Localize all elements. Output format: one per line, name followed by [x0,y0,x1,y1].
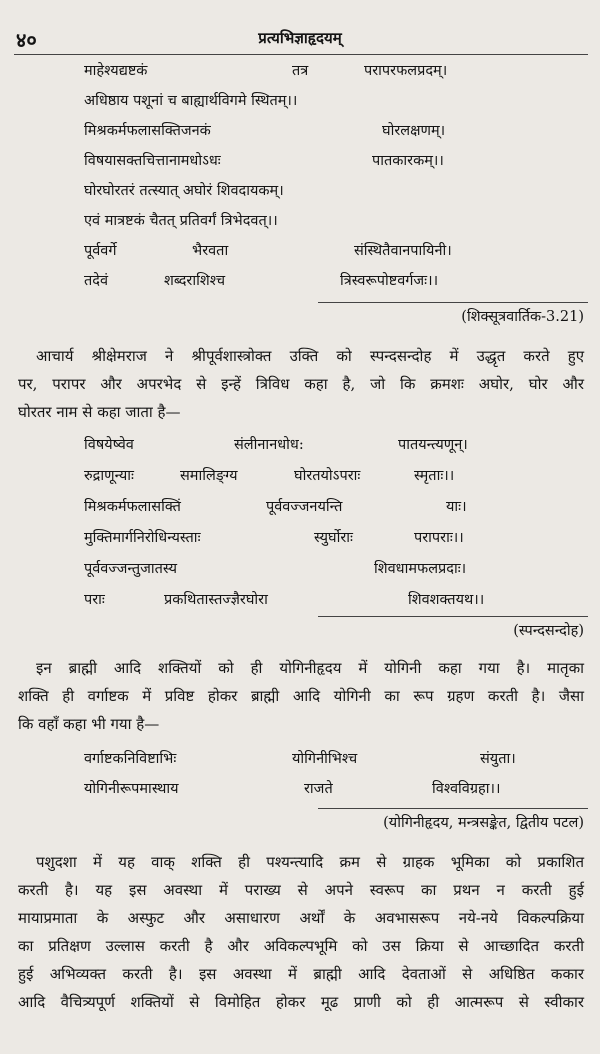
verse-segment: संयुता। [480,751,516,767]
verse-segment: योगिनीभिश्च [292,751,358,767]
paragraph-line: पशुदशा में यह वाक् शक्ति ही पश्यन्त्यादि क्रम से ग्राहक भूमिका को प्रकाशित [36,853,584,871]
verse-segment: संस्थितैवानपायिनी। [354,243,452,259]
verse-line [0,463,600,489]
paragraph-line: मायाप्रमाता के अस्फुट और असाधारण अर्थों के अवभासरूप नये-नये विकल्पक्रिया [18,909,584,927]
verse-segment: समालिङ्ग्य [180,468,238,484]
verse-line [0,148,600,174]
verse-line [0,494,600,520]
citation: (शिक्सूत्रवार्तिक-3.21) [461,309,584,325]
verse-segment: भैरवता [192,243,229,259]
verse-line [0,587,600,613]
verse-line [0,746,600,772]
verse-segment: शिवधामफलप्रदाः। [374,561,467,577]
paragraph-line: आचार्य श्रीक्षेमराज ने श्रीपूर्वशास्त्रोक्त उक्ति को स्पन्दसन्दोह में उद्धृत करते हुए [36,347,584,365]
running-title: प्रत्यभिज्ञाहृदयम् [258,29,342,47]
paragraph-line: पर, परापर और अपरभेद से इन्हें त्रिविध कहा है, जो कि क्रमशः अघोर, घोर और [18,375,584,393]
verse-segment: पूर्ववज्जन्तुजातस्य [84,561,177,577]
verse-segment: घोरलक्षणम्। [382,123,446,139]
verse-segment: घोरतयोऽपराः [294,468,361,484]
verse-segment: विषयेष्वेव [84,437,134,453]
verse-line [0,556,600,582]
verse-segment: पातकारकम्।। [372,153,444,169]
verse-line [0,525,600,551]
citation-rule [318,616,588,617]
verse-segment: राजते [304,781,333,797]
verse-line: एवं मात्रष्टकं चैतत् प्रतिवर्गं त्रिभेदवत्।। [84,213,278,229]
citation-rule [318,302,588,303]
paragraph-line: का प्रतिक्षण उल्लास करती है और अविकल्पभूमि को उस क्रिया से आच्छादित करती [18,937,584,955]
paragraph [18,848,584,1016]
paragraph-line: हुई अभिव्यक्त करती है। इस अवस्था में ब्राह्मी आदि देवताओं से अधिष्ठित ककार [18,965,584,983]
verse-segment: माहेश्यद्यष्टकं [84,63,148,79]
paragraph [18,342,584,426]
verse-line [0,776,600,802]
page-number: ४० [16,28,37,52]
citation-rule [318,808,588,809]
verse-segment: पूर्ववज्जनयन्ति [266,499,343,515]
paragraph-line: शक्ति ही वर्गाष्टक में प्रविष्ट होकर ब्राह्मी आदि योगिनी का रूप ग्रहण करती है। जैसा [18,687,584,705]
verse-line [0,238,600,264]
page-header [0,26,600,54]
verse-segment: शिवशक्तयथ।। [408,592,485,608]
verse-segment: मिश्रकर्मफलासक्तिं [84,499,181,515]
verse-segment: त्रिस्वरूपोष्टवर्गजः।। [340,273,439,289]
verse-segment: विश्वविग्रहा।। [432,781,501,797]
verse-segment: शब्दराशिश्च [164,273,226,289]
verse-segment: तत्र [292,63,309,79]
paragraph-line: इन ब्राह्मी आदि शक्तियों को ही योगिनीहृदय में योगिनी कहा गया है। मातृका [36,659,584,677]
paragraph-line: घोरतर नाम से कहा जाता है— [18,403,181,421]
verse-line: अधिष्ठाय पशूनां च बाह्यार्थविगमे स्थितम्।। [84,93,298,109]
verse-line [0,432,600,458]
verse-segment: मिश्रकर्मफलासक्तिजनकं [84,123,211,139]
verse-segment: प्रकथितास्तज्ज्ञैरघोरा [164,592,268,608]
paragraph [18,654,584,738]
verse-line [0,118,600,144]
verse-line [0,58,600,84]
citation: (योगिनीहृदय, मन्त्रसङ्केत, द्वितीय पटल) [383,815,584,831]
verse-segment: पराः [84,592,105,608]
verse-segment: स्युर्घोराः [314,530,353,546]
citation: (स्पन्दसन्दोह) [513,623,584,639]
verse-segment: तदेवं [84,273,109,289]
verse-line: घोरघोरतरं तत्स्यात् अघोरं शिवदायकम्। [84,183,284,199]
paragraph-line: करती है। यह इस अवस्था में पराख्य से अपने स्वरूप का प्रथन न करती हुई [18,881,584,899]
verse-segment: मुक्तिमार्गनिरोधिन्यस्ताः [84,530,201,546]
verse-segment: संलीनानधोध: [234,437,304,453]
verse-segment: याः। [446,499,467,515]
verse-segment: रुद्राणून्याः [84,468,134,484]
verse-segment: स्मृताः।। [414,468,455,484]
verse-segment: वर्गाष्टकनिविष्टाभिः [84,751,177,767]
verse-segment: परापराः।। [414,530,464,546]
verse-segment: परापरफलप्रदम्। [364,63,448,79]
verse-segment: पातयन्त्यणून्। [398,437,468,453]
verse-segment: योगिनीरूपमास्थाय [84,781,179,797]
verse-line [0,268,600,294]
paragraph-line: कि वहाँ कहा भी गया है— [18,715,160,733]
header-rule [14,54,588,55]
verse-segment: पूर्ववर्गे [84,243,117,259]
verse-segment: विषयासक्तचित्तानामधोऽधः [84,153,221,169]
paragraph-line: आदि वैचित्र्यपूर्ण शक्तियों से विमोहित होकर मूढ प्राणी को ही आत्मरूप से स्वीकार [18,993,584,1011]
